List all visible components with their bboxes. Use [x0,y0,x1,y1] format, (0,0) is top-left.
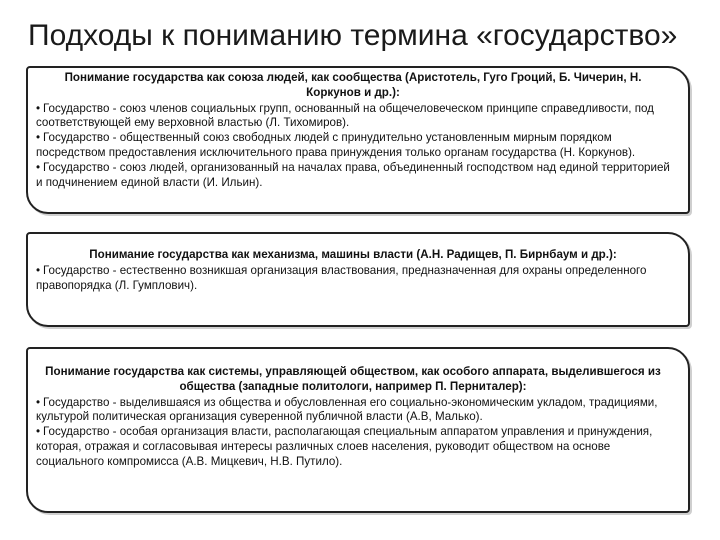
bullet-icon: • [36,263,41,277]
approach-heading: Понимание государства как системы, управляющей обществом, как особого аппарата, выделившегося из общества (западные политологи, например П. Перниталер): [45,365,661,393]
approach-heading: Понимание государства как союза людей, как сообщества (Аристотель, Гуго Гроций, Б. Чичерин, Н. Коркунов и др.): [64,71,642,99]
definition-item [36,102,670,132]
definition-item [36,425,670,469]
approach-box-mechanism [26,232,690,327]
definition-text: Государство - выделившаяся из общества и обусловленная его социально-экономическим укладом, традициями, культурой политическая организация суверенной публичной власти (А.В, Малько). [36,395,658,424]
approach-box-system [26,347,690,513]
definition-text: Государство - общественный союз свободных людей с принудительно установленным мирным порядком посредством предоставления исключительного права принуждения только органам государства (Н. Коркунов). [36,131,636,159]
definition-item [36,131,670,161]
definition-text: Государство - союз членов социальных групп, основанный на общечеловеческом принципе справедливости, под соответствующей ему верховной властью (Л. Тихомиров). [36,101,654,130]
bullet-icon: • [36,160,41,174]
approach-heading: Понимание государства как механизма, машины власти (А.Н. Радищев, П. Бирнбаум и др.): [89,248,617,261]
definition-item [36,396,670,426]
definition-item [36,264,670,294]
approach-box-community [26,66,690,214]
definition-text: Государство - союз людей, организованный на началах права, объединенный господством над единой территорией и подчинением единой власти (И. Ильин). [36,160,670,189]
definition-text: Государство - естественно возникшая организация властвования, предназначенная для охраны определенного правопорядка (Л. Гумплович). [36,263,647,292]
bullet-icon: • [36,131,41,145]
definition-item [36,161,670,191]
bullet-icon: • [36,101,41,115]
bullet-icon: • [36,425,41,439]
bullet-icon: • [36,395,41,409]
definition-text: Государство - особая организация власти, располагающая специальным аппаратом управления и принуждения, которая, отражая и согласовывая интересы различных слоев населения, руководит обществом на основе социального компромисса (А.В. Мицкевич, Н.В. Путило). [36,425,653,468]
page-title: Подходы к пониманию термина «государство» [28,19,678,52]
